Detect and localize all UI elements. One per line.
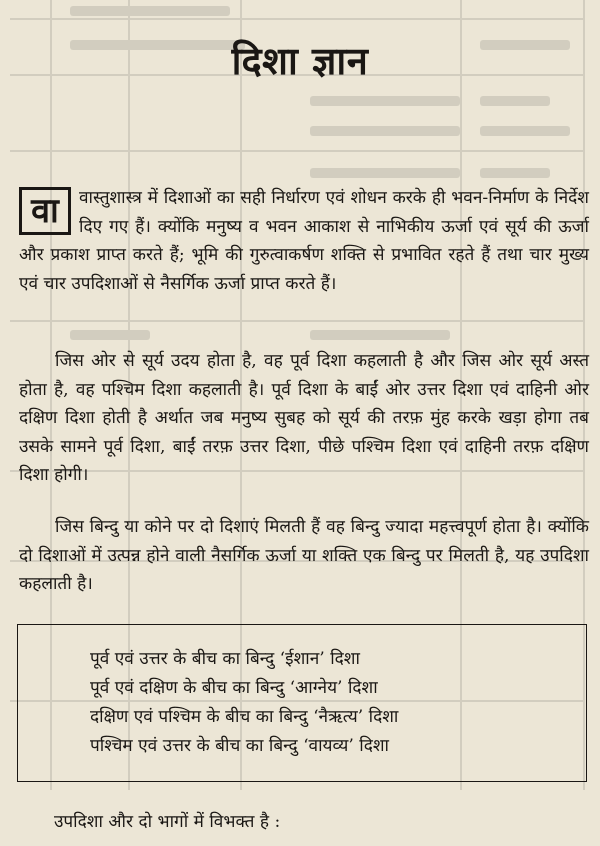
paragraph-subdirections: जिस बिन्दु या कोने पर दो दिशाएं मिलती हैं वह बिन्दु ज्यादा महत्त्वपूर्ण होता है। क्योंकि दो दिशाओं में उत्पन्न होने वाली नैसर्गिक ऊर्जा या शक्ति एक बिन्दु पर मिलती है, यह उपदिशा कहलाती है। bbox=[19, 517, 589, 595]
box-line-ishan: पूर्व एवं उत्तर के बीच का बिन्दु ‘ईशान’ दिशा bbox=[90, 649, 360, 669]
box-line-nairitya: दक्षिण एवं पश्चिम के बीच का बिन्दु ‘नैऋत्य’ दिशा bbox=[90, 707, 399, 727]
drop-cap: वा bbox=[19, 187, 71, 235]
box-line-agneya: पूर्व एवं दक्षिण के बीच का बिन्दु ‘आग्नेय’ दिशा bbox=[90, 678, 378, 698]
final-line: उपदिशा और दो भागों में विभक्त है : bbox=[54, 812, 281, 832]
box-line-vayavya: पश्चिम एवं उत्तर के बीच का बिन्दु ‘वायव्य’ दिशा bbox=[90, 736, 390, 756]
subdirection-box bbox=[17, 624, 587, 782]
paragraph-intro bbox=[19, 184, 589, 298]
page-title: दिशा ज्ञान bbox=[231, 39, 369, 83]
paragraph-intro-text: वास्तुशास्त्र में दिशाओं का सही निर्धारण एवं शोधन करके ही भवन-निर्माण के निर्देश दिए गए हैं। क्योंकि मनुष्य व भवन आकाश से नाभिकीय ऊर्जा एवं सूर्य की ऊर्जा और प्रकाश प्राप्त करते हैं; भूमि की गुरुत्वाकर्षण शक्ति से प्रभावित रहते हैं तथा चार मुख्य एवं चार उपदिशाओं से नैसर्गिक ऊर्जा प्राप्त करते हैं। bbox=[19, 188, 589, 294]
paragraph-directions: जिस ओर से सूर्य उदय होता है, वह पूर्व दिशा कहलाती है और जिस ओर सूर्य अस्त होता है, वह पश्चिम दिशा कहलाती है। पूर्व दिशा के बाईं ओर उत्तर दिशा एवं दाहिनी ओर दक्षिण दिशा होती है अर्थात जब मनुष्य सुबह को सूर्य की तरफ़ मुंह करके खड़ा होगा तब उसके सामने पूर्व दिशा, बाईं तरफ़ उत्तर दिशा, पीछे पश्चिम दिशा एवं दाहिनी तरफ़ दक्षिण दिशा होगी। bbox=[19, 351, 589, 486]
